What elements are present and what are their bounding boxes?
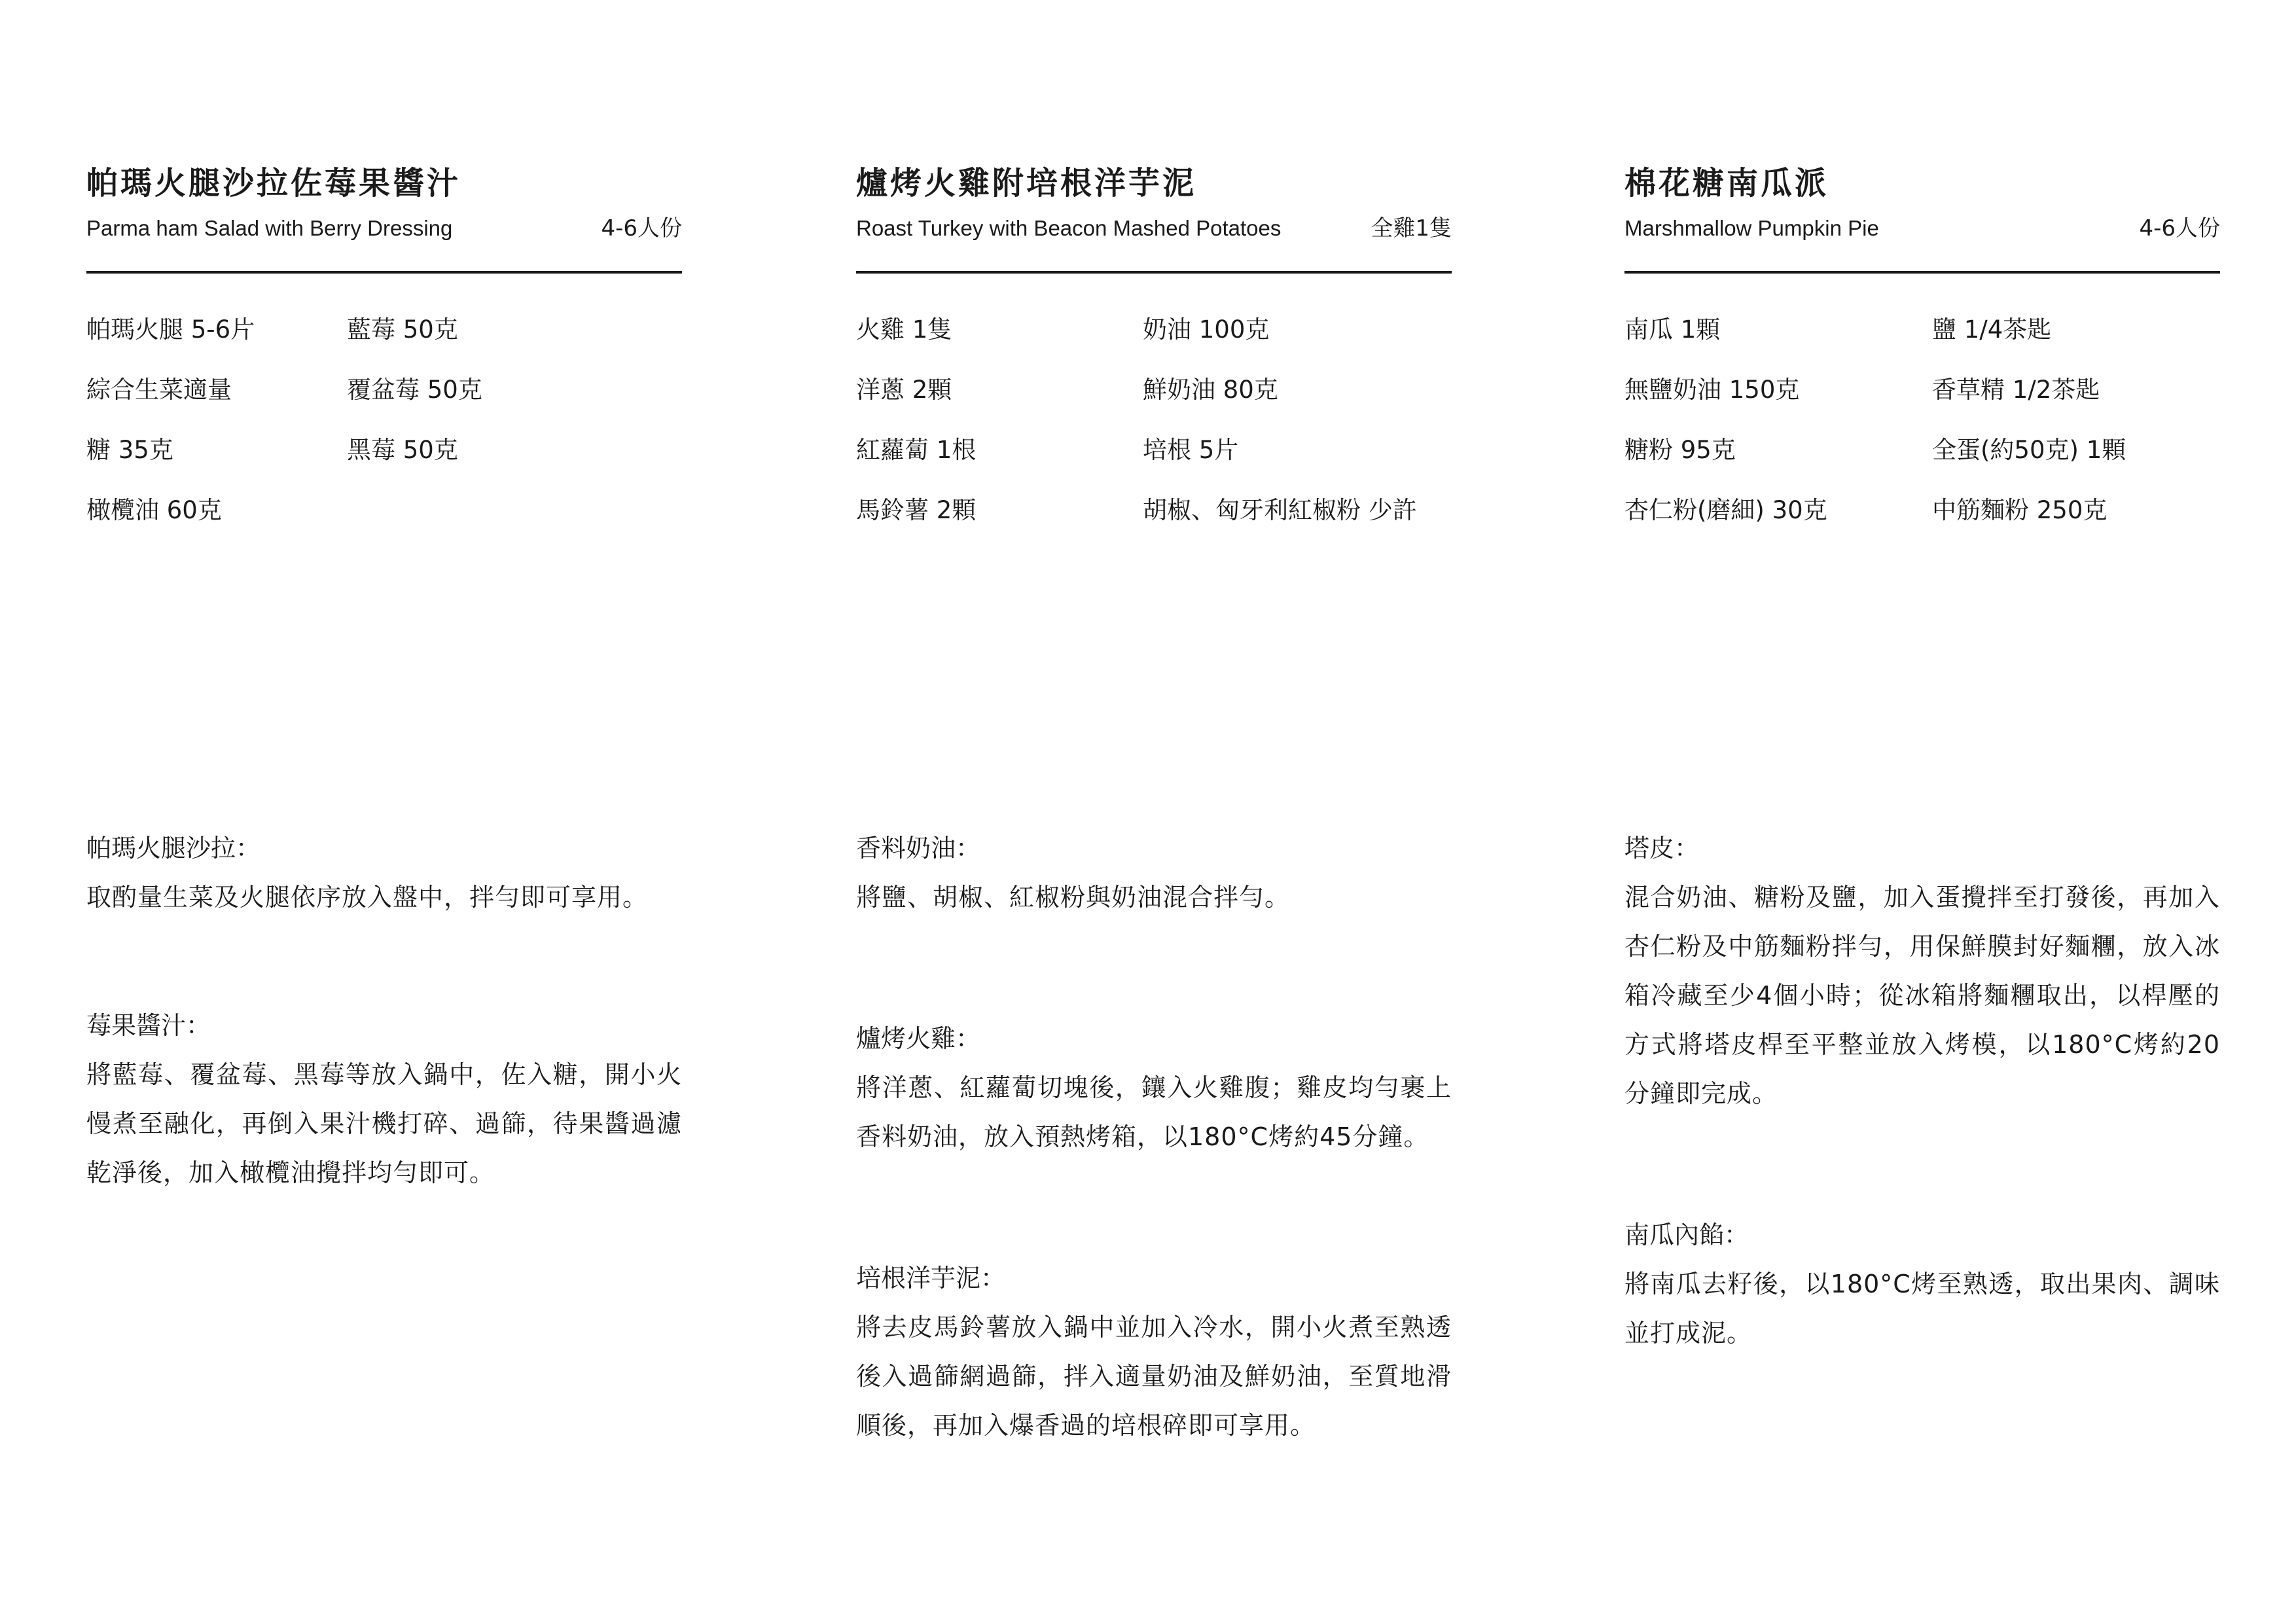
recipe-title: 爐烤火雞附培根洋芋泥 bbox=[856, 165, 1197, 202]
ingredient-item: 中筋麵粉 250克 bbox=[1932, 496, 2108, 524]
step-text: 取酌量生菜及火腿依序放入盤中，拌勻即可享用。 bbox=[86, 883, 649, 912]
ingredient-item: 胡椒、匈牙利紅椒粉 少許 bbox=[1143, 496, 1417, 524]
ingredient-item: 火雞 1隻 bbox=[856, 315, 952, 344]
ingredient-item: 紅蘿蔔 1根 bbox=[856, 436, 977, 464]
method-steps bbox=[1624, 823, 2220, 1358]
step-heading: 南瓜內餡： bbox=[1624, 1221, 1749, 1249]
method-step bbox=[856, 823, 1452, 922]
method-steps bbox=[856, 823, 1452, 1450]
ingredient-list bbox=[86, 300, 682, 541]
step-heading: 塔皮： bbox=[1624, 834, 1700, 863]
ingredient-item: 杏仁粉(磨細) 30克 bbox=[1624, 496, 1827, 524]
recipe-english-title: Roast Turkey with Beacon Mashed Potatoes bbox=[856, 216, 1282, 240]
ingredient-item: 全蛋(約50克) 1顆 bbox=[1932, 436, 2126, 464]
method-steps bbox=[86, 823, 682, 1198]
step-heading: 香料奶油： bbox=[856, 834, 981, 863]
recipe-servings: 4-6人份 bbox=[2139, 215, 2220, 241]
step-heading: 帕瑪火腿沙拉： bbox=[86, 834, 261, 863]
step-text: 將藍莓、覆盆莓、黑莓等放入鍋中，佐入糖，開小火慢煮至融化，再倒入果汁機打碎、過篩，待果醬過濾乾淨後，加入橄欖油攪拌均勻即可。 bbox=[86, 1060, 682, 1187]
recipe-servings: 全雞1隻 bbox=[1371, 215, 1452, 241]
ingredient-item: 洋蔥 2顆 bbox=[856, 376, 952, 404]
recipe-english-title: Parma ham Salad with Berry Dressing bbox=[86, 216, 453, 240]
ingredient-list bbox=[856, 300, 1452, 541]
method-step bbox=[856, 1014, 1452, 1162]
ingredient-list bbox=[1624, 300, 2220, 541]
method-step bbox=[86, 823, 682, 922]
ingredient-item: 奶油 100克 bbox=[1143, 315, 1270, 344]
method-step bbox=[86, 1001, 682, 1198]
recipe-title: 帕瑪火腿沙拉佐莓果醬汁 bbox=[86, 165, 461, 202]
recipe-column-pumpkin-pie bbox=[1624, 162, 2220, 1347]
ingredient-item: 南瓜 1顆 bbox=[1624, 315, 1721, 344]
ingredient-item: 糖粉 95克 bbox=[1624, 436, 1736, 464]
ingredient-item: 無鹽奶油 150克 bbox=[1624, 376, 1800, 404]
ingredient-item: 糖 35克 bbox=[86, 436, 173, 464]
ingredient-item: 馬鈴薯 2顆 bbox=[856, 496, 977, 524]
step-text: 將南瓜去籽後，以180°C烤至熟透，取出果肉、調味並打成泥。 bbox=[1624, 1270, 2220, 1347]
ingredient-item: 橄欖油 60克 bbox=[86, 496, 222, 524]
ingredient-item: 綜合生菜適量 bbox=[86, 376, 232, 404]
step-text: 將鹽、胡椒、紅椒粉與奶油混合拌勻。 bbox=[856, 883, 1291, 912]
ingredient-item: 香草精 1/2茶匙 bbox=[1932, 376, 2100, 404]
ingredient-item: 藍莓 50克 bbox=[347, 315, 458, 344]
step-text: 將去皮馬鈴薯放入鍋中並加入冷水，開小火煮至熟透後入過篩網過篩，拌入適量奶油及鮮奶油，至質地滑順後，再加入爆香過的培根碎即可享用。 bbox=[856, 1313, 1452, 1440]
method-step bbox=[1624, 823, 2220, 1118]
step-heading: 莓果醬汁： bbox=[86, 1011, 211, 1040]
ingredient-item: 帕瑪火腿 5-6片 bbox=[86, 315, 255, 344]
method-step bbox=[1624, 1210, 2220, 1358]
step-text: 混合奶油、糖粉及鹽，加入蛋攪拌至打發後，再加入杏仁粉及中筋麵粉拌勻，用保鮮膜封好麵糰，放入冰箱冷藏至少4個小時；從冰箱將麵糰取出，以桿壓的方式將塔皮桿至平整並放入烤模，以180°C烤約20分鐘即完成。 bbox=[1624, 883, 2220, 1108]
ingredient-item: 鮮奶油 80克 bbox=[1143, 376, 1278, 404]
ingredient-item: 鹽 1/4茶匙 bbox=[1932, 315, 2052, 344]
step-heading: 爐烤火雞： bbox=[856, 1024, 981, 1053]
method-step bbox=[856, 1253, 1452, 1450]
step-heading: 培根洋芋泥： bbox=[856, 1264, 1006, 1293]
recipe-servings: 4-6人份 bbox=[601, 215, 682, 241]
ingredient-item: 覆盆莓 50克 bbox=[347, 376, 482, 404]
recipe-english-title: Marshmallow Pumpkin Pie bbox=[1624, 216, 1879, 240]
step-text: 將洋蔥、紅蘿蔔切塊後，鑲入火雞腹；雞皮均勻裹上香料奶油，放入預熱烤箱，以180°C烤約45分鐘。 bbox=[856, 1073, 1452, 1151]
recipe-column-parma-ham-salad bbox=[86, 162, 682, 1187]
recipe-subtitle-row bbox=[856, 212, 1452, 274]
ingredient-item: 培根 5片 bbox=[1143, 436, 1239, 464]
recipe-column-roast-turkey bbox=[856, 162, 1452, 1440]
recipe-subtitle-row bbox=[1624, 212, 2220, 274]
recipe-title: 棉花糖南瓜派 bbox=[1624, 165, 1829, 202]
recipe-subtitle-row bbox=[86, 212, 682, 274]
ingredient-item: 黑莓 50克 bbox=[347, 436, 458, 464]
